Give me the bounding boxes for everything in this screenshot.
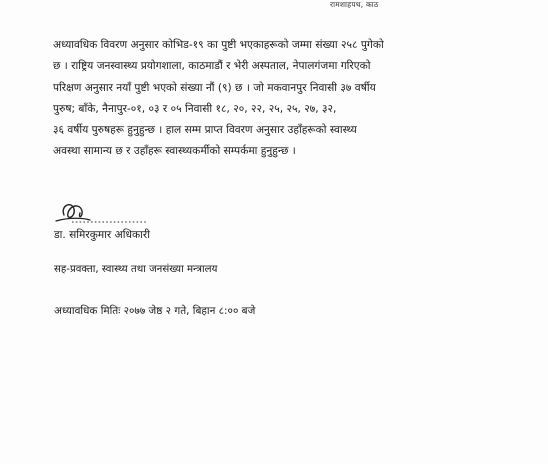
paragraph-line: छ । राष्ट्रिय जनस्वास्थ्य प्रयोगशाला, काठमाडौं र भेरी अस्पताल, नेपालगंजमा गरिएको (53, 60, 371, 73)
paragraph-line: ३६ वर्षीय पुरुषहरू हुनुहुन्छ । हाल सम्म प्राप्त विवरण अनुसार उहाँहरूको स्वास्थ्य (53, 124, 357, 137)
handwritten-signature (50, 191, 150, 231)
paragraph-line: परिक्षण अनुसार नयाँ पुष्टी भएको संख्या नौं (९) छ । जो मकवानपुर निवासी ३७ वर्षीय (53, 81, 376, 94)
paragraph-line: अवस्था सामान्य छ र उहाँहरू स्वास्थ्यकर्मीको सम्पर्कमा हुनुहुन्छ । (53, 145, 296, 158)
signatory-title: सह-प्रवक्ता, स्वास्थ्य तथा जनसंख्या मन्त्रालय (54, 264, 218, 275)
paragraph-line: पुरुष; बाँके, नैनापुर-०१, ०३ र ०५ निवासी १८, २०, २२, २५, २५, २७, ३२, (53, 102, 337, 115)
paragraph-line: अध्यावधिक विवरण अनुसार कोभिड-१९ का पुष्टी भएकाहरूको जम्मा संख्या २५८ पुगेको (53, 39, 384, 51)
signatory-name: डा. समिरकुमार अधिकारी (54, 229, 150, 241)
update-timestamp: अध्यावधिक मितिः २०७७ जेष्ठ २ गते, बिहान ८:०० बजे (54, 305, 256, 317)
header-fragment: रामशाहपथ, काठ (330, 0, 379, 9)
statement-paragraph (53, 35, 505, 163)
